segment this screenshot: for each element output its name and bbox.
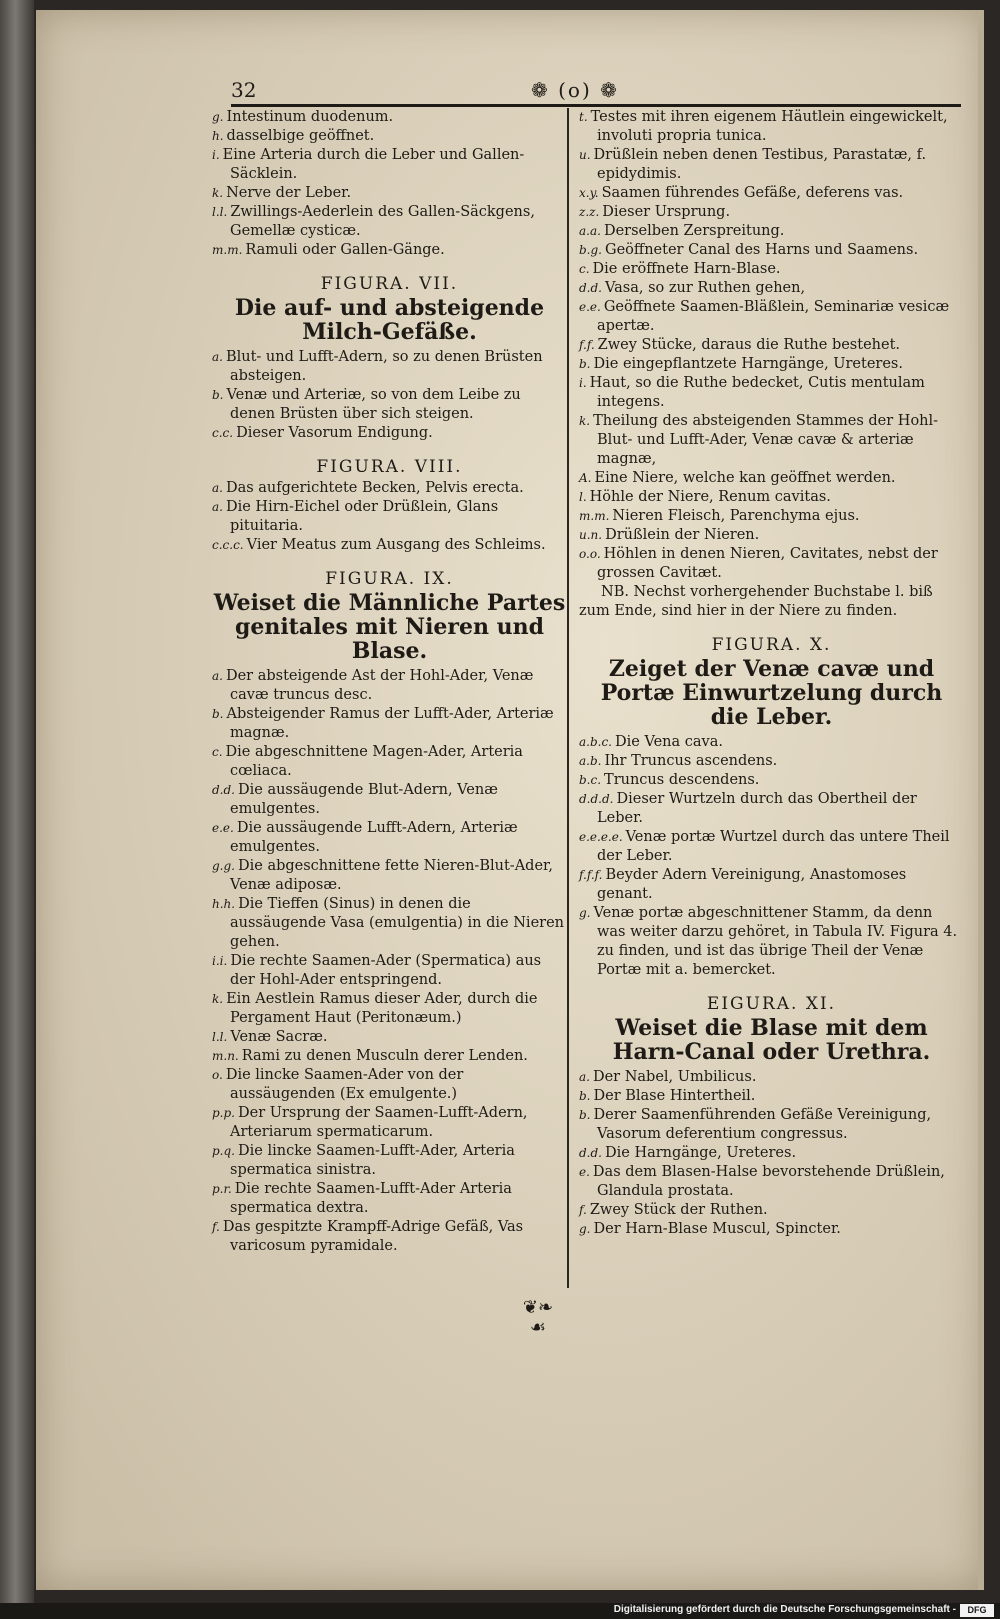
entry-key: a. <box>212 500 223 514</box>
legend-entry <box>212 424 567 443</box>
legend-entry <box>212 479 567 498</box>
legend-entry <box>212 1047 567 1066</box>
entry-key: i. <box>212 148 220 162</box>
entry-text: Haut, so die Ruthe bedecket, Cutis mentulam integens. <box>589 375 925 410</box>
figure-title: Die auf- und absteigende Milch-Gefäße. <box>234 295 545 345</box>
entry-text: Die Vena cava. <box>615 734 723 750</box>
entry-key: e.e. <box>212 821 234 835</box>
legend-entry <box>579 355 964 374</box>
legend-entry <box>212 498 567 536</box>
legend-entry <box>212 857 567 895</box>
entry-key: e.e.e.e. <box>579 830 623 844</box>
legend-entry <box>212 895 567 952</box>
figure-label: FIGURA. IX. <box>325 569 454 589</box>
entry-key: b. <box>579 357 591 371</box>
legend-entry <box>212 1142 567 1180</box>
entry-text: Die aussäugende Blut-Adern, Venæ emulgentes. <box>230 782 498 817</box>
entry-key: f.f.f. <box>579 868 603 882</box>
entry-key: b. <box>212 707 224 721</box>
legend-entry <box>579 184 964 203</box>
legend-entry <box>579 828 964 866</box>
entry-text: Vier Meatus zum Ausgang des Schleims. <box>246 537 546 553</box>
entry-text: Die rechte Saamen-Lufft-Ader Arteria spermatica dextra. <box>230 1181 512 1216</box>
entry-key: d.d. <box>579 281 602 295</box>
figure-label: FIGURA. VII. <box>320 274 459 294</box>
legend-entry <box>579 298 964 336</box>
entry-key: b.c. <box>579 773 602 787</box>
legend-entry <box>579 1201 964 1220</box>
figure-label: FIGURA. VIII. <box>316 457 463 477</box>
legend-entry <box>579 279 964 298</box>
legend-entry <box>579 1068 964 1087</box>
legend-entry <box>212 203 567 241</box>
entry-key: a.b.c. <box>579 735 612 749</box>
entry-text: Höhlen in denen Nieren, Cavitates, nebst der grossen Cavitæt. <box>597 546 938 581</box>
entry-key: a.a. <box>579 224 601 238</box>
entry-key: c.c.c. <box>212 538 244 552</box>
entry-text: Das dem Blasen-Halse bevorstehende Drüßlein, Glandula prostata. <box>592 1164 945 1199</box>
legend-entry <box>579 771 964 790</box>
legend-entry <box>212 108 567 127</box>
legend-entry <box>579 469 964 488</box>
legend-entry <box>212 386 567 424</box>
entry-key: g. <box>212 110 224 124</box>
entry-text: Die Tieffen (Sinus) in denen die aussäugende Vasa (emulgentia) in die Nieren gehen. <box>230 896 564 950</box>
entry-key: g. <box>579 1222 591 1236</box>
legend-entry <box>579 545 964 583</box>
entry-text: Die Hirn-Eichel oder Drüßlein, Glans pituitaria. <box>225 499 499 534</box>
entry-key: k. <box>579 414 591 428</box>
legend-entry <box>579 203 964 222</box>
entry-text: dasselbige geöffnet. <box>226 128 375 144</box>
entry-text: Zwey Stück der Ruthen. <box>589 1202 768 1218</box>
entry-key: x.y. <box>579 186 599 200</box>
entry-text: Zwillings-Aederlein des Gallen-Säckgens, Gemellæ cysticæ. <box>230 204 535 239</box>
legend-entry <box>212 705 567 743</box>
entry-key: k. <box>212 992 224 1006</box>
legend-entry <box>579 108 964 146</box>
entry-text: Die Harngänge, Ureteres. <box>605 1145 797 1161</box>
entry-text: Blut- und Lufft-Adern, so zu denen Brüsten absteigen. <box>225 349 543 384</box>
legend-entry <box>579 1144 964 1163</box>
legend-entry <box>212 1180 567 1218</box>
entry-text: Ihr Truncus ascendens. <box>604 753 778 769</box>
entry-key: h.h. <box>212 897 236 911</box>
entry-text: Vasa, so zur Ruthen gehen, <box>605 280 806 296</box>
entry-text: Das gespitzte Krampff-Adrige Gefäß, Vas varicosum pyramidale. <box>222 1219 524 1254</box>
legend-entry <box>579 866 964 904</box>
figure-title: Weiset die Blase mit dem Harn-Canal oder Urethra. <box>612 1015 931 1065</box>
legend-entry <box>579 1087 964 1106</box>
entry-text: Die eingepflantzete Harngänge, Ureteres. <box>593 356 903 372</box>
legend-entry <box>212 781 567 819</box>
legend-entry <box>579 336 964 355</box>
entry-key: p.q. <box>212 1144 235 1158</box>
entry-text: Drüßlein neben denen Testibus, Parastatæ, f. epidydimis. <box>593 147 927 182</box>
entry-key: b.g. <box>579 243 602 257</box>
entry-text: Höhle der Niere, Renum cavitas. <box>589 489 831 505</box>
entry-key: e. <box>579 1165 590 1179</box>
legend-entry <box>579 733 964 752</box>
legend-entry <box>212 241 567 260</box>
legend-entry <box>212 1066 567 1104</box>
entry-text: Geöffnete Saamen-Bläßlein, Seminariæ vesicæ apertæ. <box>597 299 950 334</box>
page-edge <box>978 10 984 1590</box>
entry-text: Die rechte Saamen-Ader (Spermatica) aus der Hohl-Ader entspringend. <box>230 953 542 988</box>
legend-entry <box>579 790 964 828</box>
entry-text: Beyder Adern Vereinigung, Anastomoses genant. <box>597 867 907 902</box>
entry-text: Die lincke Saamen-Lufft-Ader, Arteria spermatica sinistra. <box>230 1143 515 1178</box>
legend-entry <box>212 819 567 857</box>
entry-text: Geöffneter Canal des Harns und Saamens. <box>605 242 919 258</box>
legend-entry <box>579 222 964 241</box>
entry-key: e.e. <box>579 300 601 314</box>
entry-text: Der Blase Hintertheil. <box>593 1088 756 1104</box>
entry-key: p.p. <box>212 1106 235 1120</box>
book-binding <box>0 0 34 1619</box>
legend-entry <box>579 1163 964 1201</box>
legend-entry <box>579 1220 964 1239</box>
entry-key: A. <box>579 471 592 485</box>
entry-key: p.r. <box>212 1182 232 1196</box>
entry-text: Derselben Zerspreitung. <box>603 223 785 239</box>
legend-entry <box>579 412 964 469</box>
entry-text: Dieser Vasorum Endigung. <box>236 425 433 441</box>
head-ornament: ❁ (o) ❁ <box>531 78 619 102</box>
entry-text: Ramuli oder Gallen-Gänge. <box>245 242 445 258</box>
entry-key: k. <box>212 186 224 200</box>
entry-text: Eine Niere, welche kan geöffnet werden. <box>594 470 896 486</box>
entry-key: c. <box>579 262 590 276</box>
entry-text: Der Nabel, Umbilicus. <box>592 1069 757 1085</box>
legend-entry <box>212 1218 567 1256</box>
entry-text: Die lincke Saamen-Ader von der aussäugenden (Ex emulgente.) <box>225 1067 464 1102</box>
entry-text: Venæ und Arteriæ, so von dem Leibe zu denen Brüsten über sich steigen. <box>226 387 521 422</box>
nota-bene: NB. Nechst vorhergehender Buchstabe l. biß zum Ende, sind hier in der Niere zu finden. <box>579 584 933 619</box>
legend-entry <box>579 526 964 545</box>
entry-text: Venæ portæ abgeschnittener Stamm, da denn was weiter darzu gehöret, in Tabula IV. Figura 4. zu finden, und ist das übrige Theil der Venæ Portæ mit a. bemercket. <box>593 905 958 978</box>
entry-text: Venæ portæ Wurtzel durch das untere Theil der Leber. <box>597 829 950 864</box>
entry-key: f.f. <box>579 338 595 352</box>
dfg-logo: DFG <box>960 1604 994 1617</box>
entry-key: l.l. <box>212 205 228 219</box>
entry-text: Saamen führendes Gefäße, deferens vas. <box>601 185 904 201</box>
entry-key: l.l. <box>212 1030 228 1044</box>
entry-text: Zwey Stücke, daraus die Ruthe bestehet. <box>597 337 901 353</box>
legend-entry <box>212 667 567 705</box>
entry-key: t. <box>579 110 588 124</box>
entry-key: m.m. <box>579 509 610 523</box>
entry-key: m.m. <box>212 243 243 257</box>
legend-entry <box>579 488 964 507</box>
entry-text: Die eröffnete Harn-Blase. <box>592 261 781 277</box>
legend-entry <box>212 1028 567 1047</box>
legend-entry <box>212 348 567 386</box>
legend-entry <box>212 146 567 184</box>
entry-key: b. <box>579 1108 591 1122</box>
entry-key: f. <box>579 1203 587 1217</box>
entry-text: Nieren Fleisch, Parenchyma ejus. <box>612 508 860 524</box>
entry-key: b. <box>579 1089 591 1103</box>
entry-text: Rami zu denen Musculn derer Lenden. <box>241 1048 528 1064</box>
left-column <box>212 108 567 1256</box>
entry-text: Die aussäugende Lufft-Adern, Arteriæ emulgentes. <box>230 820 518 855</box>
entry-key: g. <box>579 906 591 920</box>
legend-entry <box>212 127 567 146</box>
entry-text: Ein Aestlein Ramus dieser Ader, durch die Pergament Haut (Peritonæum.) <box>226 991 538 1026</box>
figure-title: Weiset die Männliche Partes genitales mit Nieren und Blase. <box>213 590 566 664</box>
legend-entry <box>579 241 964 260</box>
entry-key: l. <box>579 490 587 504</box>
entry-text: Absteigender Ramus der Lufft-Ader, Arteriæ magnæ. <box>226 706 554 741</box>
column-rule <box>567 108 569 1288</box>
legend-entry <box>212 536 567 555</box>
entry-key: u. <box>579 148 591 162</box>
figure-label: EIGURA. XI. <box>706 994 837 1014</box>
entry-key: m.n. <box>212 1049 239 1063</box>
head-rule <box>231 104 961 107</box>
entry-key: z.z. <box>579 205 600 219</box>
entry-key: g.g. <box>212 859 235 873</box>
legend-entry <box>579 260 964 279</box>
entry-key: h. <box>212 129 224 143</box>
entry-text: Theilung des absteigenden Stammes der Hohl-Blut- und Lufft-Ader, Venæ cavæ & arteriæ magnæ, <box>593 413 939 467</box>
entry-text: Der absteigende Ast der Hohl-Ader, Venæ cavæ truncus desc. <box>225 668 534 703</box>
entry-text: Eine Arteria durch die Leber und Gallen-Säcklein. <box>222 147 525 182</box>
legend-entry <box>212 1104 567 1142</box>
entry-key: c.c. <box>212 426 234 440</box>
entry-key: a. <box>579 1070 590 1084</box>
entry-key: a. <box>212 481 223 495</box>
page-number: 32 <box>231 78 257 102</box>
legend-entry <box>212 952 567 990</box>
entry-key: d.d. <box>212 783 235 797</box>
entry-key: i. <box>579 376 587 390</box>
entry-key: o.o. <box>579 547 601 561</box>
entry-text: Das aufgerichtete Becken, Pelvis erecta. <box>225 480 524 496</box>
entry-key: o. <box>212 1068 223 1082</box>
legend-entry <box>212 743 567 781</box>
entry-text: Der Harn-Blase Muscul, Spincter. <box>593 1221 841 1237</box>
entry-text: Dieser Wurtzeln durch das Obertheil der Leber. <box>597 791 917 826</box>
entry-key: a. <box>212 350 223 364</box>
entry-text: Testes mit ihren eigenem Häutlein eingewickelt, involuti propria tunica. <box>590 109 948 144</box>
legend-entry <box>579 752 964 771</box>
entry-text: Venæ Sacræ. <box>230 1029 328 1045</box>
running-head <box>231 78 963 104</box>
legend-entry <box>212 184 567 203</box>
legend-entry <box>579 904 964 980</box>
entry-key: d.d.d. <box>579 792 614 806</box>
credit-text: Digitalisierung gefördert durch die Deutsche Forschungsgemeinschaft - <box>613 1604 956 1615</box>
entry-text: Drüßlein der Nieren. <box>605 527 760 543</box>
entry-key: a.b. <box>579 754 602 768</box>
footer-ornament: ❦❧ ☙ <box>522 1297 554 1338</box>
legend-entry <box>579 507 964 526</box>
entry-key: i.i. <box>212 954 228 968</box>
legend-entry <box>579 374 964 412</box>
figure-label: FIGURA. X. <box>711 635 832 655</box>
entry-text: Die abgeschnittene Magen-Ader, Arteria cœliaca. <box>225 744 523 779</box>
entry-key: u.n. <box>579 528 603 542</box>
entry-key: a. <box>212 669 223 683</box>
entry-text: Truncus descendens. <box>604 772 760 788</box>
legend-entry <box>579 146 964 184</box>
figure-title: Zeiget der Venæ cavæ und Portæ Einwurtzelung durch die Leber. <box>600 656 943 730</box>
entry-text: Die abgeschnittene fette Nieren-Blut-Ader, Venæ adiposæ. <box>230 858 553 893</box>
right-column <box>579 108 964 1239</box>
entry-key: d.d. <box>579 1146 602 1160</box>
legend-entry <box>212 990 567 1028</box>
entry-key: b. <box>212 388 224 402</box>
entry-key: f. <box>212 1220 220 1234</box>
entry-text: Derer Saamenführenden Gefäße Vereinigung, Vasorum deferentium congressus. <box>593 1107 932 1142</box>
entry-key: c. <box>212 745 223 759</box>
entry-text: Dieser Ursprung. <box>602 204 731 220</box>
entry-text: Nerve der Leber. <box>226 185 352 201</box>
entry-text: Der Ursprung der Saamen-Lufft-Adern, Arteriarum spermaticarum. <box>230 1105 528 1140</box>
legend-entry <box>579 1106 964 1144</box>
entry-text: Intestinum duodenum. <box>226 109 394 125</box>
